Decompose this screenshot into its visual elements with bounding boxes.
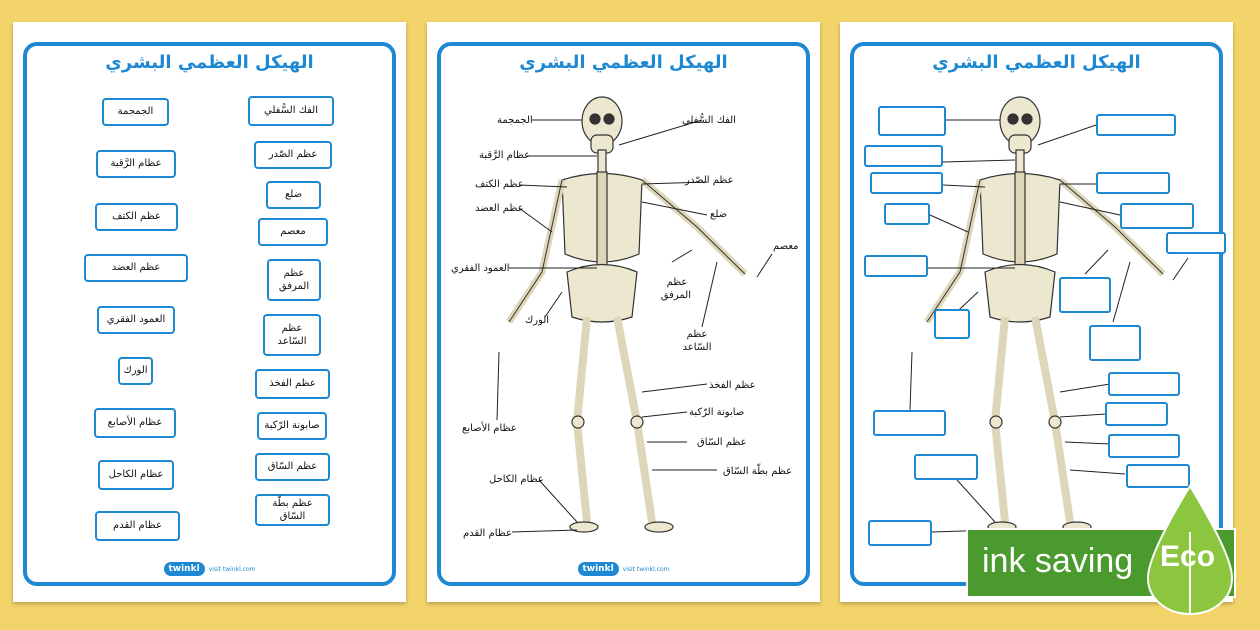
sheet-title: الهيكل العظمي البشري bbox=[519, 52, 728, 73]
label-foot: عظام القدم bbox=[463, 528, 512, 539]
blank-label-box[interactable] bbox=[1166, 232, 1226, 254]
card-humerus[interactable]: عظم العضد bbox=[84, 254, 188, 282]
card-kneecap[interactable]: صابونة الرّكبة bbox=[257, 412, 327, 440]
blank-label-box[interactable] bbox=[934, 309, 970, 339]
label-neck: عظام الرَّقبة bbox=[479, 150, 531, 161]
sheet-frame bbox=[23, 42, 396, 586]
card-femur[interactable]: عظم الفخذ bbox=[255, 369, 330, 399]
blank-label-box[interactable] bbox=[1108, 372, 1180, 396]
label-ankle: عظام الكاحل bbox=[489, 474, 544, 485]
label-radius: عظم السّاعد bbox=[682, 329, 712, 353]
label-humerus: عظم العضد bbox=[475, 203, 524, 214]
twinkl-logo bbox=[577, 562, 669, 576]
label-femur: عظم الفخذ bbox=[709, 380, 756, 391]
twinkl-logo bbox=[163, 562, 255, 576]
skeleton-illustration bbox=[427, 22, 820, 602]
label-rib: ضلع bbox=[710, 209, 728, 220]
label-tibia: عظم السّاق bbox=[697, 437, 747, 448]
label-fibula: عظم بطّة السّاق bbox=[723, 466, 793, 477]
label-clavicle: عظم الكتف bbox=[475, 179, 524, 190]
blank-label-box[interactable] bbox=[1096, 114, 1176, 136]
card-mandible[interactable]: الفك السُّفلي bbox=[248, 96, 334, 126]
label-fingers: عظام الأصابع bbox=[462, 423, 517, 434]
blank-label-box[interactable] bbox=[878, 106, 946, 136]
card-hip[interactable]: الورك bbox=[118, 357, 153, 385]
card-clavicle[interactable]: عظم الكتف bbox=[95, 203, 178, 231]
label-wrist: معصم bbox=[773, 241, 799, 252]
label-hip: الورك bbox=[525, 315, 550, 326]
card-neck[interactable]: عظام الرَّقبة bbox=[96, 150, 176, 178]
blank-label-box[interactable] bbox=[873, 410, 946, 436]
card-tibia[interactable]: عظم السّاق bbox=[255, 453, 330, 481]
word-cards-sheet bbox=[13, 22, 406, 602]
label-skull: الجمجمة bbox=[497, 115, 533, 126]
blank-label-box[interactable] bbox=[1059, 277, 1111, 313]
blank-label-box[interactable] bbox=[1089, 325, 1141, 361]
blank-label-box[interactable] bbox=[1096, 172, 1170, 194]
card-rib[interactable]: ضلع bbox=[266, 181, 321, 209]
card-fibula[interactable]: عظم بطّة السّاق bbox=[255, 494, 330, 526]
eco-text: Eco bbox=[1160, 540, 1216, 573]
card-elbow[interactable]: عظم المرفق bbox=[267, 259, 321, 301]
label-mandible: الفك السُّفلي bbox=[682, 115, 736, 126]
card-radius[interactable]: عظم السّاعد bbox=[263, 314, 321, 356]
label-sternum: عظم الصّدر bbox=[685, 175, 734, 186]
card-wrist[interactable]: معصم bbox=[258, 218, 328, 246]
label-elbow: عظم المرفق bbox=[660, 277, 691, 301]
card-ankle[interactable]: عظام الكاحل bbox=[98, 460, 174, 490]
card-fingers[interactable]: عظام الأصابع bbox=[94, 408, 176, 438]
blank-label-box[interactable] bbox=[914, 454, 978, 480]
labelled-skeleton-sheet bbox=[427, 22, 820, 602]
sheet-title: الهيكل العظمي البشري bbox=[932, 52, 1141, 73]
blank-label-box[interactable] bbox=[1120, 203, 1194, 229]
card-skull[interactable]: الجمجمة bbox=[102, 98, 169, 126]
blank-label-box[interactable] bbox=[870, 172, 943, 194]
card-sternum[interactable]: عظم الصّدر bbox=[254, 141, 332, 169]
label-spine: العمود الفقري bbox=[451, 263, 510, 274]
card-foot[interactable]: عظام القدم bbox=[95, 511, 180, 541]
blank-label-box[interactable] bbox=[1105, 402, 1168, 426]
logo-url: visit twinkl.com bbox=[622, 565, 670, 573]
logo-url: visit twinkl.com bbox=[208, 565, 256, 573]
logo-name: twinkl bbox=[577, 562, 618, 576]
label-kneecap: صابونة الرّكبة bbox=[689, 407, 745, 418]
sheet-title: الهيكل العظمي البشري bbox=[105, 52, 314, 73]
blank-label-box[interactable] bbox=[864, 255, 928, 277]
card-spine[interactable]: العمود الفقري bbox=[97, 306, 175, 334]
ink-saving-text: ink saving bbox=[982, 542, 1134, 580]
blank-label-box[interactable] bbox=[868, 520, 932, 546]
logo-name: twinkl bbox=[163, 562, 204, 576]
blank-label-box[interactable] bbox=[1108, 434, 1180, 458]
blank-label-box[interactable] bbox=[864, 145, 943, 167]
blank-label-box[interactable] bbox=[884, 203, 930, 225]
